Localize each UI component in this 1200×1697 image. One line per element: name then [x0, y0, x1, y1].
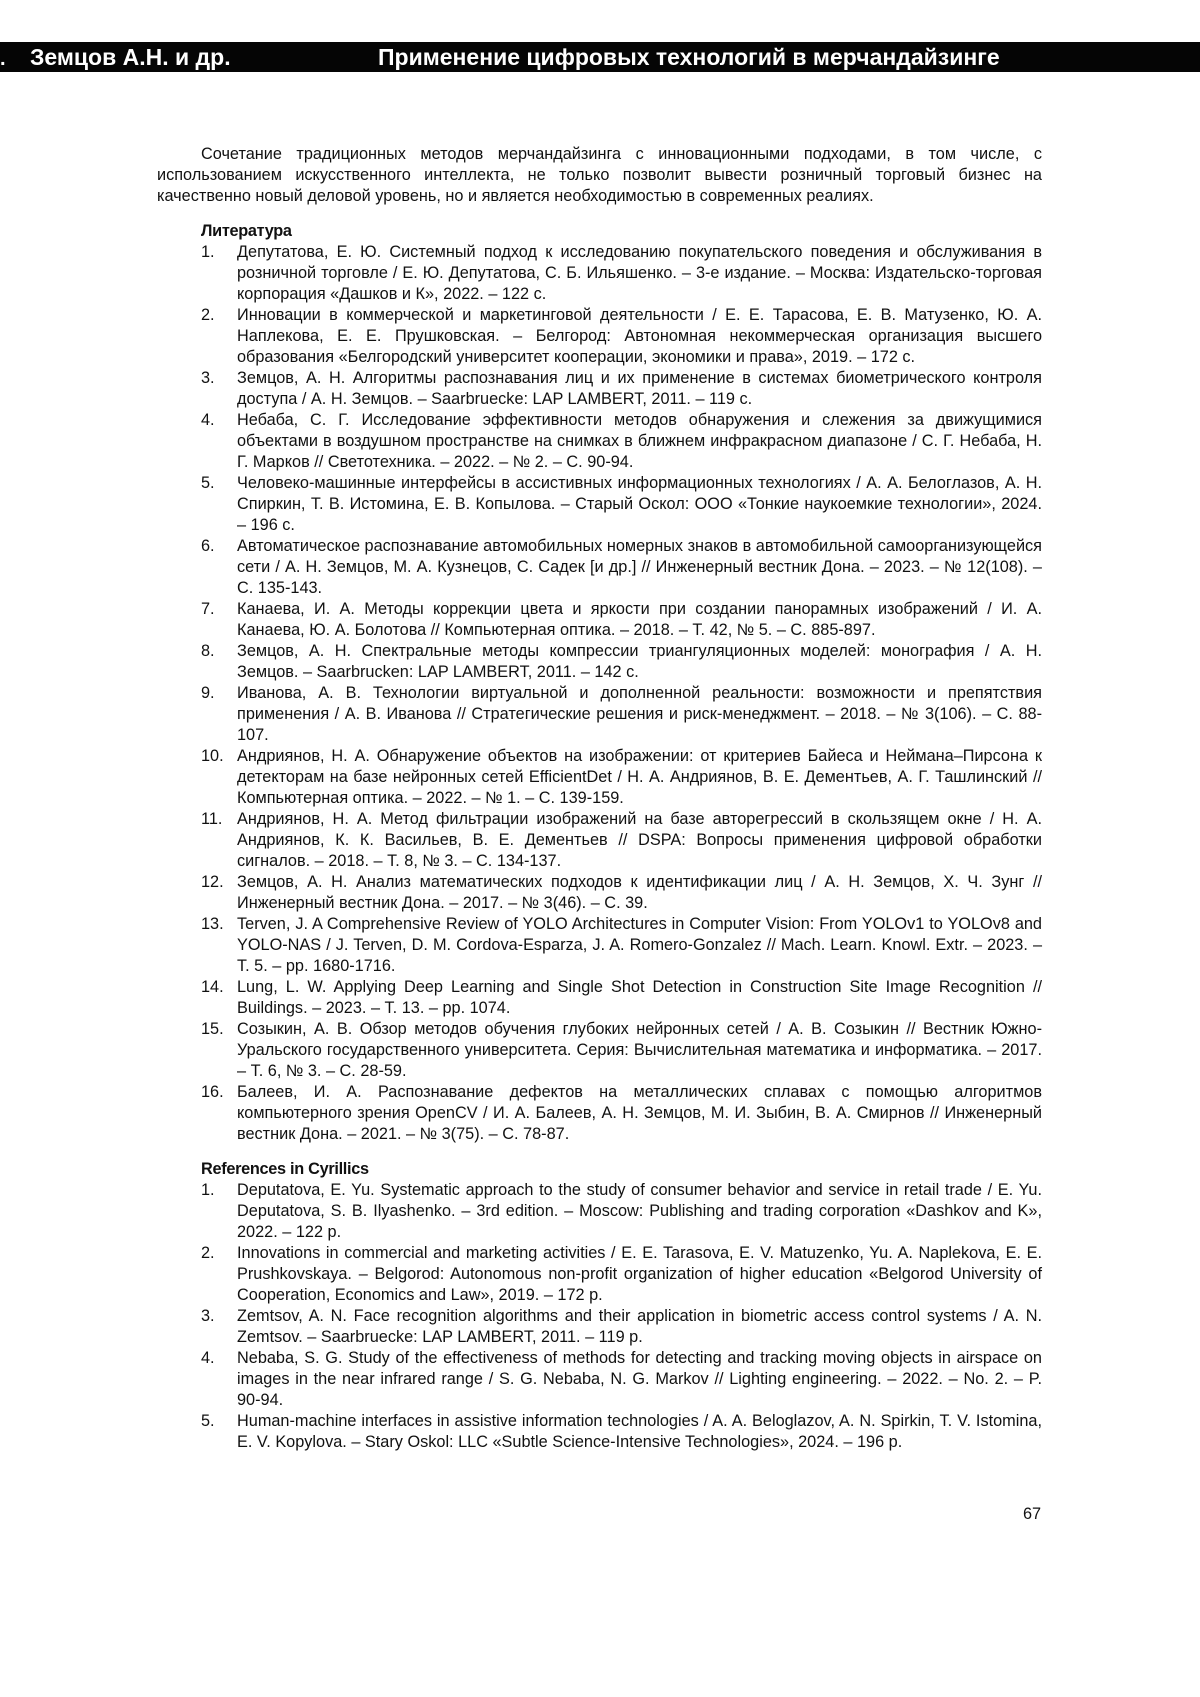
reference-text: Балеев, И. А. Распознавание дефектов на металлических сплавах с помощью алгоритмов компьютерного зрения OpenCV / И. А. Балеев, А. Н. Земцов, М. И. Зыбин, В. А. Смирнов // Инженерный вестник Дона. – 2021. – № 3(75). – С. 78-87. — [237, 1083, 1042, 1143]
reference-item — [157, 1019, 1042, 1082]
reference-number: 1. — [201, 242, 215, 263]
reference-item — [157, 1243, 1042, 1306]
reference-item — [157, 809, 1042, 872]
reference-item — [157, 1411, 1042, 1453]
reference-text: Небаба, С. Г. Исследование эффективности методов обнаружения и слежения за движущимися объектами в воздушном пространстве на снимках в ближнем инфракрасном диапазоне / С. Г. Небаба, Н. Г. Марков // Светотехника. – 2022. – № 2. – С. 90-94. — [237, 411, 1042, 471]
references-cyrillics-list — [157, 1180, 1042, 1453]
reference-number: 3. — [201, 1306, 215, 1327]
reference-text: Андриянов, Н. А. Обнаружение объектов на изображении: от критериев Байеса и Неймана–Пирсона к детекторам на базе нейронных сетей EfficientDet / Н. А. Андриянов, В. Е. Дементьев, А. Г. Ташлинский // Компьютерная оптика. – 2022. – № 1. – С. 139-159. — [237, 747, 1042, 807]
reference-number: 3. — [201, 368, 215, 389]
reference-number: 2. — [201, 305, 215, 326]
reference-number: 1. — [201, 1180, 215, 1201]
literature-list — [157, 242, 1042, 1145]
reference-number: 13. — [201, 914, 224, 935]
reference-item — [157, 368, 1042, 410]
reference-text: Иванова, А. В. Технологии виртуальной и дополненной реальности: возможности и препятствия применения / А. В. Иванова // Стратегические решения и риск-менеджмент. – 2018. – № 3(106). – С. 88-107. — [237, 684, 1042, 744]
reference-number: 11. — [201, 809, 222, 830]
reference-number: 5. — [201, 1411, 215, 1432]
reference-text: Земцов, А. Н. Спектральные методы компрессии триангуляционных моделей: монография / А. Н. Земцов. – Saarbrucken: LAP LAMBERT, 2011. – 142 с. — [237, 642, 1042, 681]
header-authors: Земцов А.Н. и др. — [30, 44, 231, 71]
reference-item — [157, 641, 1042, 683]
reference-item — [157, 1180, 1042, 1243]
reference-item — [157, 536, 1042, 599]
reference-text: Андриянов, Н. А. Метод фильтрации изображений на базе авторегрессий в скользящем окне / Н. А. Андриянов, К. К. Васильев, В. Е. Дементьев // DSPA: Вопросы применения цифровой обработки сигналов. – 2018. – Т. 8, № 3. – С. 134-137. — [237, 810, 1042, 870]
reference-text: Автоматическое распознавание автомобильных номерных знаков в автомобильной самоорганизующейся сети / А. Н. Земцов, М. А. Кузнецов, С. Садек [и др.] // Инженерный вестник Дона. – 2023. – № 12(108). – С. 135-143. — [237, 537, 1042, 597]
reference-text: Созыкин, А. В. Обзор методов обучения глубоких нейронных сетей / А. В. Созыкин // Вестник Южно-Уральского государственного университета. Серия: Вычислительная математика и информатика. – 2017. – Т. 6, № 3. – С. 28-59. — [237, 1020, 1042, 1080]
reference-item — [157, 1348, 1042, 1411]
reference-item — [157, 599, 1042, 641]
reference-number: 2. — [201, 1243, 215, 1264]
reference-number: 16. — [201, 1082, 224, 1103]
reference-text: Земцов, А. Н. Алгоритмы распознавания лиц и их применение в системах биометрического контроля доступа / А. Н. Земцов. – Saarbruecke: LAP LAMBERT, 2011. – 119 с. — [237, 369, 1042, 408]
reference-text: Депутатова, Е. Ю. Системный подход к исследованию покупательского поведения и обслуживания в розничной торговле / Е. Ю. Депутатова, С. Б. Ильяшенко. – 3-е издание. – Москва: Издательско-торговая корпорация «Дашков и К», 2022. – 122 с. — [237, 243, 1042, 303]
header-marker: . — [0, 48, 6, 71]
reference-text: Terven, J. A Comprehensive Review of YOLO Architectures in Computer Vision: From YOLOv1 to YOLOv8 and YOLO-NAS / J. Terven, D. M. Cordova-Esparza, J. A. Romero-Gonzalez // Mach. Learn. Knowl. Extr. – 2023. – Т. 5. – pp. 1680-1716. — [237, 915, 1042, 975]
reference-item — [157, 977, 1042, 1019]
reference-item — [157, 914, 1042, 977]
reference-number: 4. — [201, 1348, 215, 1369]
reference-number: 12. — [201, 872, 224, 893]
reference-number: 10. — [201, 746, 224, 767]
reference-text: Zemtsov, A. N. Face recognition algorithms and their application in biometric access control systems / A. N. Zemtsov. – Saarbruecke: LAP LAMBERT, 2011. – 119 p. — [237, 1307, 1042, 1346]
reference-item — [157, 1082, 1042, 1145]
reference-text: Инновации в коммерческой и маркетинговой деятельности / Е. Е. Тарасова, Е. В. Матузенко, Ю. А. Наплекова, Е. Е. Прушковская. – Белгород: Автономная некоммерческая организация высшего образования «Белгородский университет кооперации, экономики и права», 2019. – 172 с. — [237, 306, 1042, 366]
reference-number: 9. — [201, 683, 215, 704]
reference-item — [157, 746, 1042, 809]
reference-text: Deputatova, E. Yu. Systematic approach to the study of consumer behavior and service in retail trade / E. Yu. Deputatova, S. B. Ilyashenko. – 3rd edition. – Moscow: Publishing and trading corporation «Dashkov and K», 2022. – 122 p. — [237, 1181, 1042, 1241]
reference-item — [157, 410, 1042, 473]
reference-item — [157, 305, 1042, 368]
reference-number: 5. — [201, 473, 215, 494]
header-title: Применение цифровых технологий в мерчандайзинге — [378, 44, 1000, 71]
reference-text: Человеко-машинные интерфейсы в ассистивных информационных технологиях / А. А. Белоглазов, А. Н. Спиркин, Т. В. Истомина, Е. В. Копылова. – Старый Оскол: ООО «Тонкие наукоемкие технологии», 2024. – 196 с. — [237, 474, 1042, 534]
reference-text: Земцов, А. Н. Анализ математических подходов к идентификации лиц / А. Н. Земцов, Х. Ч. Зунг // Инженерный вестник Дона. – 2017. – № 3(46). – С. 39. — [237, 873, 1042, 912]
reference-text: Nebaba, S. G. Study of the effectiveness of methods for detecting and tracking moving objects in airspace on images in the near infrared range / S. G. Nebaba, N. G. Markov // Lighting engineering. – 2022. – No. 2. – P. 90-94. — [237, 1349, 1042, 1409]
reference-text: Human-machine interfaces in assistive information technologies / A. A. Beloglazov, A. N. Spirkin, T. V. Istomina, E. V. Kopylova. – Stary Oskol: LLC «Subtle Science-Intensive Technologies», 2024. – 196 p. — [237, 1412, 1042, 1451]
reference-item — [157, 473, 1042, 536]
reference-number: 4. — [201, 410, 215, 431]
reference-number: 14. — [201, 977, 224, 998]
literature-heading: Литература — [201, 221, 1042, 242]
reference-item — [157, 242, 1042, 305]
running-header — [0, 42, 1200, 72]
reference-number: 6. — [201, 536, 215, 557]
reference-text: Innovations in commercial and marketing activities / E. E. Tarasova, E. V. Matuzenko, Yu. A. Naplekova, E. E. Prushkovskaya. – Belgorod: Autonomous non-profit organization of higher education «Belgorod University of Cooperation, Economics and Law», 2019. – 172 p. — [237, 1244, 1042, 1304]
references-cyrillics-heading: References in Cyrillics — [201, 1159, 1042, 1180]
reference-text: Lung, L. W. Applying Deep Learning and Single Shot Detection in Construction Site Image Recognition // Buildings. – 2023. – Т. 13. – pp. 1074. — [237, 978, 1042, 1017]
page-content — [157, 144, 1042, 1453]
intro-paragraph: Сочетание традиционных методов мерчандайзинга с инновационными подходами, в том числе, с использованием искусственного интеллекта, не только позволит вывести розничный торговый бизнес на качественно новый деловой уровень, но и является необходимостью в современных реалиях. — [157, 144, 1042, 207]
reference-item — [157, 683, 1042, 746]
reference-number: 7. — [201, 599, 215, 620]
reference-item — [157, 1306, 1042, 1348]
reference-item — [157, 872, 1042, 914]
section-spacer — [157, 1145, 1042, 1159]
reference-number: 8. — [201, 641, 215, 662]
reference-number: 15. — [201, 1019, 224, 1040]
reference-text: Канаева, И. А. Методы коррекции цвета и яркости при создании панорамных изображений / И. А. Канаева, Ю. А. Болотова // Компьютерная оптика. – 2018. – Т. 42, № 5. – С. 885-897. — [237, 600, 1042, 639]
page-number: 67 — [1023, 1505, 1041, 1524]
